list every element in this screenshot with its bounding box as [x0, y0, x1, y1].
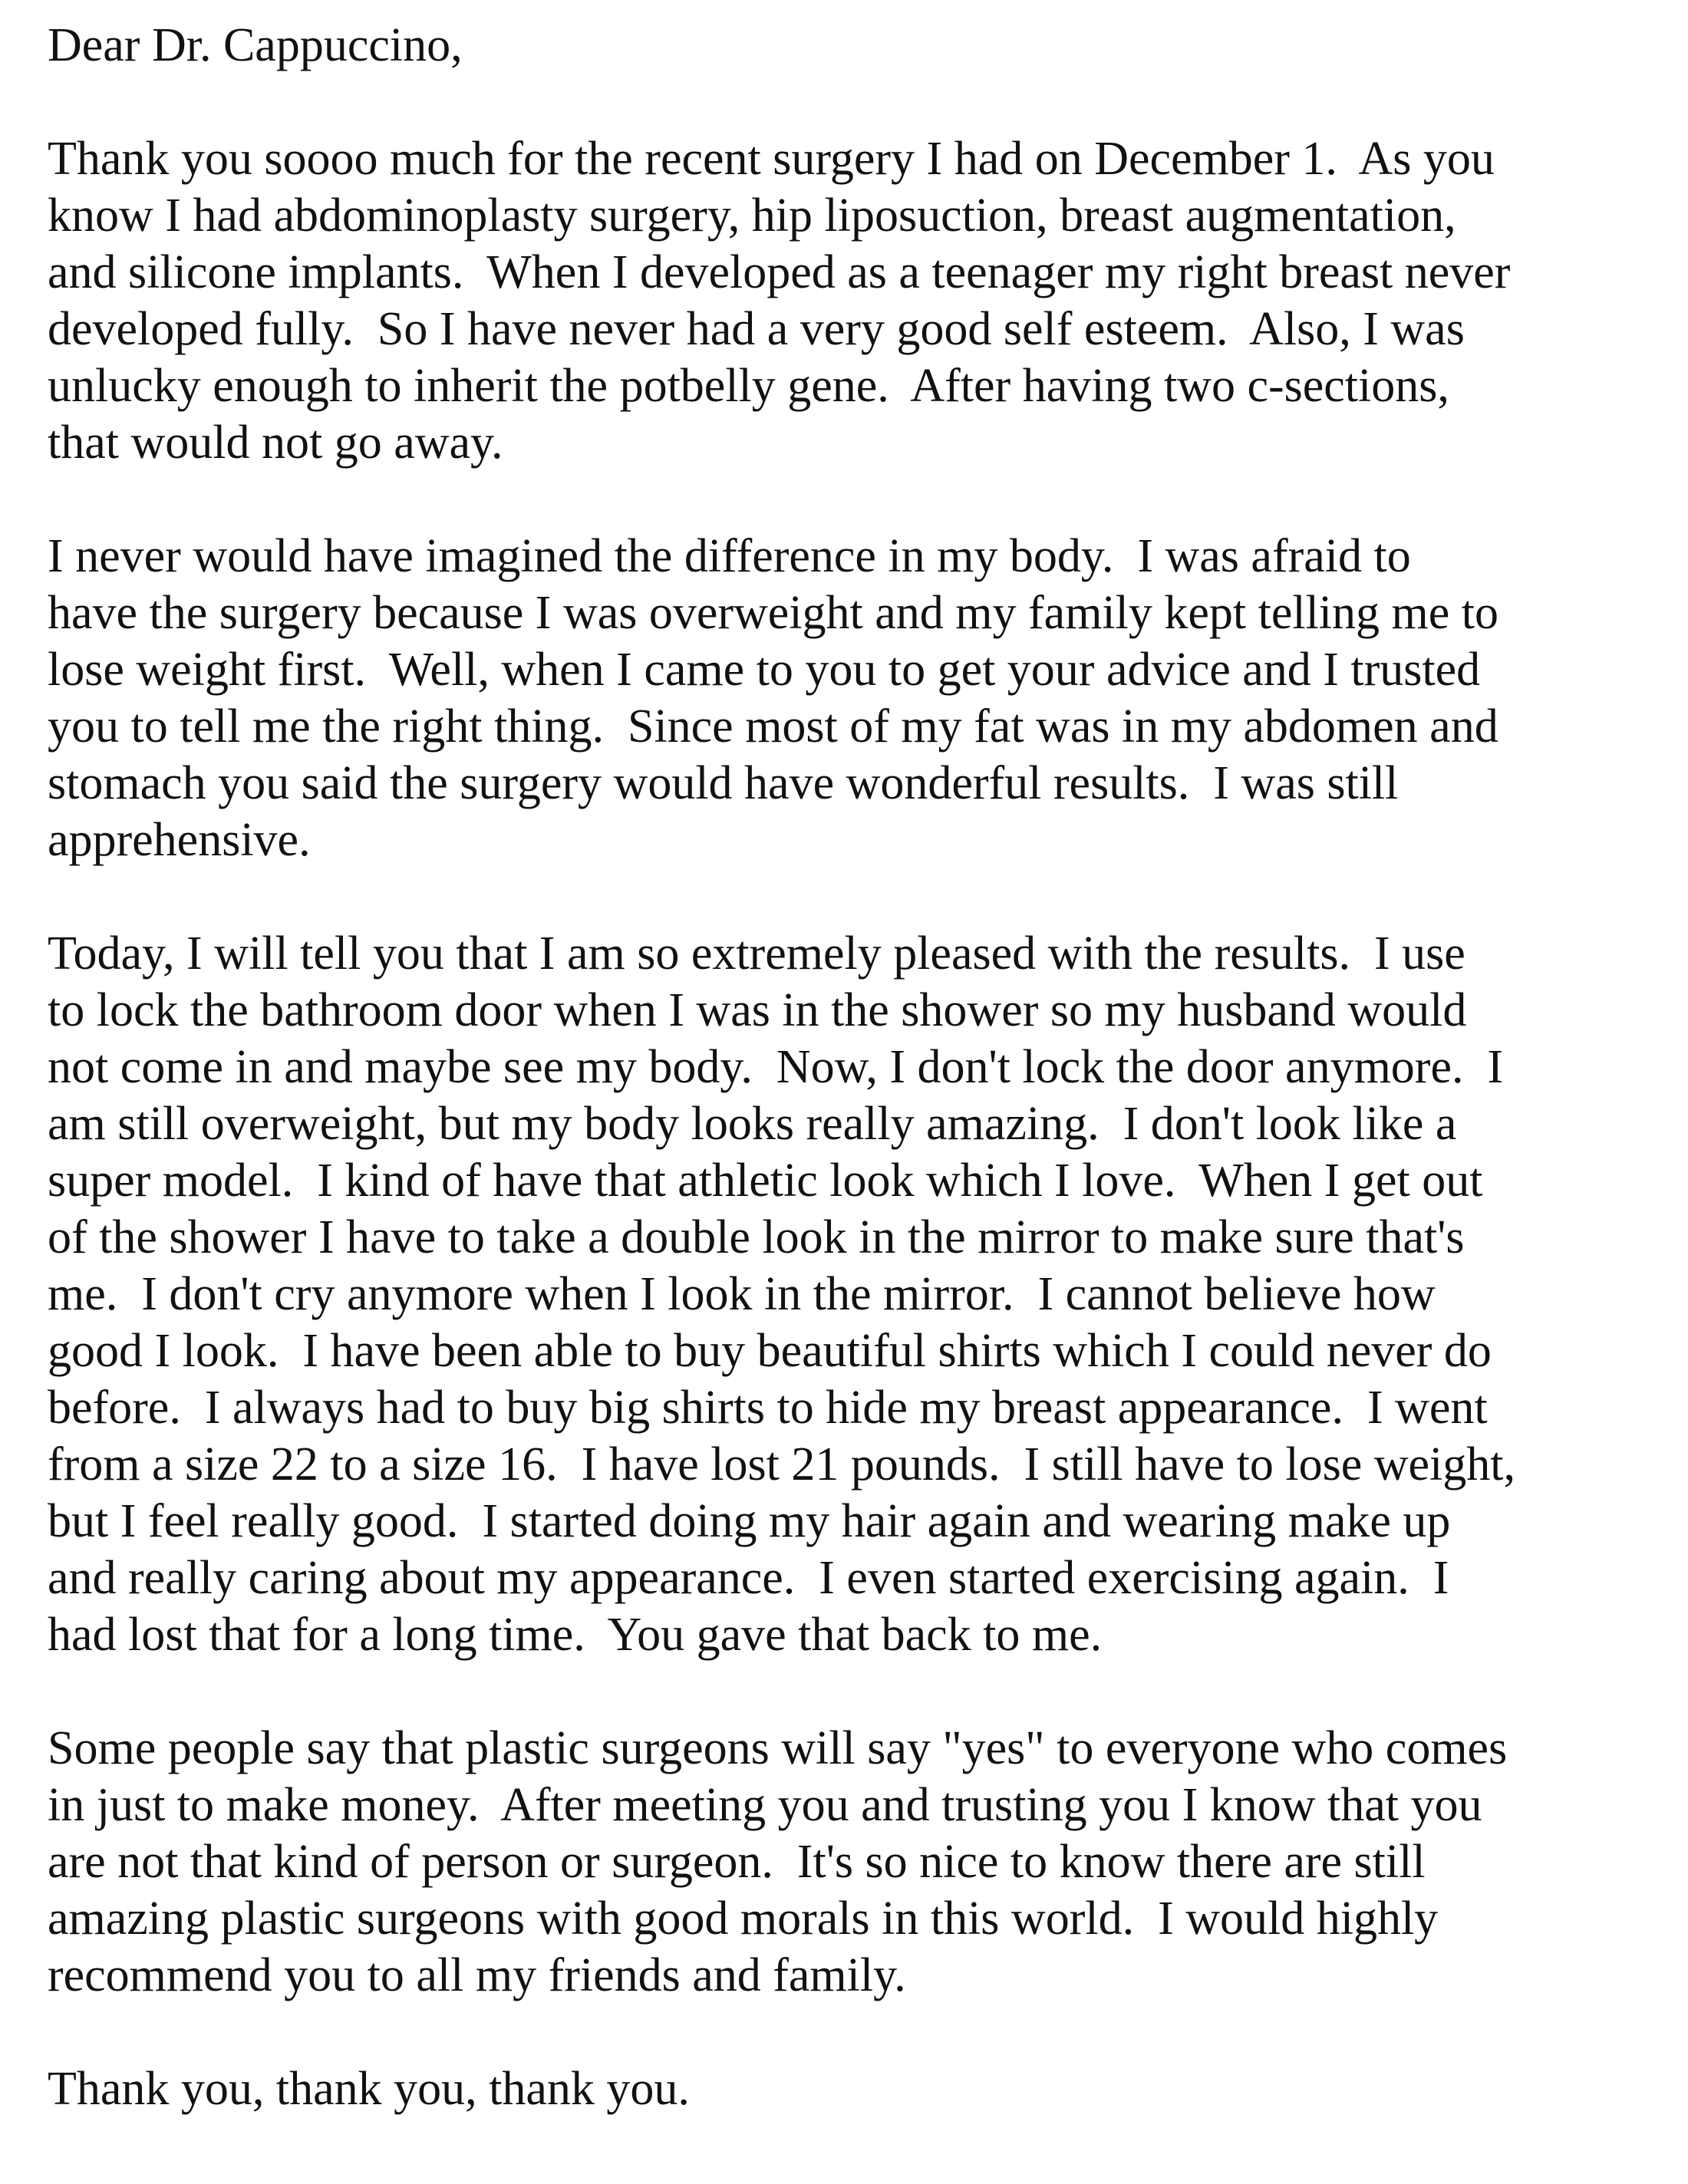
text-line: Today, I will tell you that I am so extremely pleased with the results. I use: [48, 927, 1465, 980]
text-line: in just to make money. After meeting you and trusting you I know that you: [48, 1779, 1482, 1831]
text-line: am still overweight, but my body looks really amazing. I don't look like a: [48, 1098, 1457, 1150]
text-line: to lock the bathroom door when I was in the shower so my husband would: [48, 984, 1467, 1036]
closing: Thank you, thank you, thank you.: [48, 2063, 690, 2115]
salutation: Dear Dr. Cappuccino,: [48, 19, 463, 71]
text-line: know I had abdominoplasty surgery, hip liposuction, breast augmentation,: [48, 189, 1456, 242]
paragraph-4: [48, 1720, 1667, 2004]
text-line: amazing plastic surgeons with good morals in this world. I would highly: [48, 1892, 1439, 1945]
text-line: apprehensive.: [48, 814, 311, 866]
text-line: super model. I kind of have that athletic look which I love. When I get out: [48, 1155, 1483, 1207]
text-line: had lost that for a long time. You gave that back to me.: [48, 1609, 1103, 1661]
letter-body: [48, 17, 1667, 2117]
paragraph-3: [48, 925, 1667, 1663]
text-line: Some people say that plastic surgeons will say "yes" to everyone who comes: [48, 1722, 1508, 1774]
text-line: that would not go away.: [48, 417, 503, 469]
paragraph-2: [48, 528, 1667, 868]
text-line: have the surgery because I was overweight and my family kept telling me to: [48, 587, 1498, 639]
text-line: I never would have imagined the difference in my body. I was afraid to: [48, 530, 1411, 582]
text-line: but I feel really good. I started doing my hair again and wearing make up: [48, 1495, 1451, 1547]
text-line: are not that kind of person or surgeon. It's so nice to know there are still: [48, 1836, 1426, 1888]
text-line: recommend you to all my friends and family.: [48, 1949, 906, 2001]
text-line: and silicone implants. When I developed as a teenager my right breast never: [48, 246, 1511, 298]
text-line: lose weight first. Well, when I came to you to get your advice and I trusted: [48, 644, 1481, 696]
paragraph-1: [48, 130, 1667, 471]
text-line: of the shower I have to take a double look in the mirror to make sure that's: [48, 1211, 1465, 1263]
text-line: and really caring about my appearance. I even started exercising again. I: [48, 1552, 1449, 1604]
text-line: me. I don't cry anymore when I look in the mirror. I cannot believe how: [48, 1268, 1436, 1320]
text-line: good I look. I have been able to buy beautiful shirts which I could never do: [48, 1325, 1492, 1377]
text-line: from a size 22 to a size 16. I have lost 21 pounds. I still have to lose weight,: [48, 1438, 1516, 1491]
text-line: Thank you soooo much for the recent surgery I had on December 1. As you: [48, 133, 1495, 185]
text-line: developed fully. So I have never had a very good self esteem. Also, I was: [48, 303, 1465, 355]
text-line: you to tell me the right thing. Since most of my fat was in my abdomen and: [48, 700, 1498, 753]
text-line: before. I always had to buy big shirts to hide my breast appearance. I went: [48, 1382, 1488, 1434]
text-line: stomach you said the surgery would have wonderful results. I was still: [48, 757, 1399, 809]
text-line: unlucky enough to inherit the potbelly gene. After having two c-sections,: [48, 360, 1449, 412]
text-line: not come in and maybe see my body. Now, I don't lock the door anymore. I: [48, 1041, 1504, 1093]
